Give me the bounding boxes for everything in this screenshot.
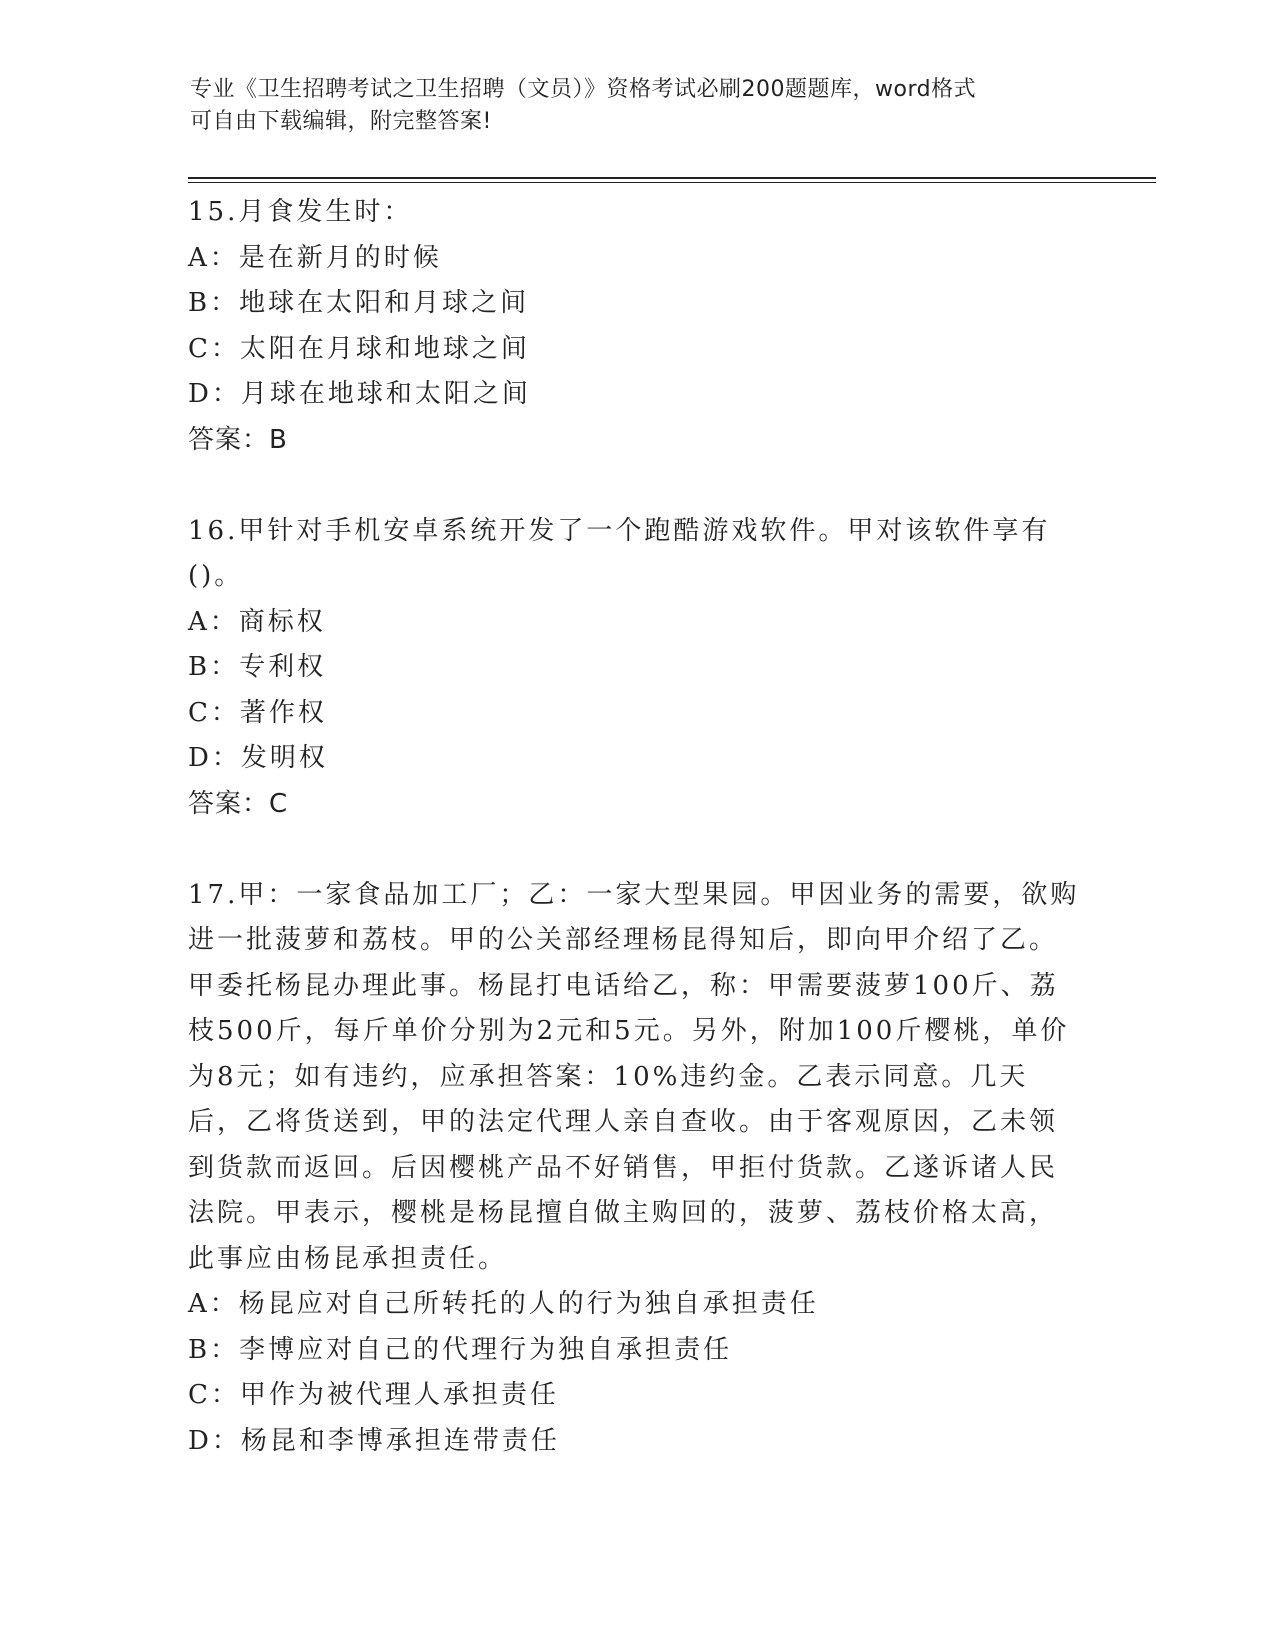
option-c: C：甲作为被代理人承担责任 bbox=[188, 1380, 559, 1410]
question-list bbox=[188, 190, 1083, 1510]
option-d: D：发明权 bbox=[188, 743, 328, 773]
option-a: A：商标权 bbox=[188, 606, 326, 637]
option-a: A：杨昆应对自己所转托的人的行为独自承担责任 bbox=[188, 1289, 819, 1319]
answer: 答案：C bbox=[188, 788, 289, 819]
option-c: C：著作权 bbox=[188, 697, 327, 728]
question-text: 15.月食发生时： bbox=[188, 197, 413, 227]
option-d: D：月球在地球和太阳之间 bbox=[188, 379, 531, 409]
option-d: D：杨昆和李博承担连带责任 bbox=[188, 1425, 560, 1456]
answer: 答案：B bbox=[188, 424, 288, 455]
option-b: B：专利权 bbox=[188, 652, 327, 682]
header-line-2: 可自由下载编辑，附完整答案! bbox=[190, 109, 492, 134]
option-b: B：李博应对自己的代理行为独自承担责任 bbox=[188, 1334, 733, 1365]
question-15 bbox=[188, 190, 1083, 463]
header-rule-thin bbox=[188, 182, 1156, 183]
question-16 bbox=[188, 509, 1083, 828]
option-c: C：太阳在月球和地球之间 bbox=[188, 333, 530, 364]
header-line-1: 专业《卫生招聘考试之卫生招聘（文员）》资格考试必刷200题题库，word格式 bbox=[190, 77, 977, 102]
question-17 bbox=[188, 873, 1083, 1465]
option-b: B：地球在太阳和月球之间 bbox=[188, 288, 530, 318]
question-text: 17.甲：一家食品加工厂；乙：一家大型果园。甲因业务的需要，欲购进一批菠萝和荔枝。甲的公关部经理杨昆得知后，即向甲介绍了乙。甲委托杨昆办理此事。杨昆打电话给乙，称：甲需要菠萝100斤、荔枝500斤，每斤单价分别为2元和5元。另外，附加100斤樱桃，单价为8元；如有违约，应承担答案：10%违约金。乙表示同意。几天后，乙将货送到，甲的法定代理人亲自查收。由于客观原因，乙未领到货款而返回。后因樱桃产品不好销售，甲拒付货款。乙遂诉诸人民法院。甲表示，樱桃是杨昆擅自做主购回的，菠萝、荔枝价格太高，此事应由杨昆承担责任。 bbox=[188, 879, 1080, 1274]
header-rule-thick bbox=[188, 177, 1156, 179]
document-header bbox=[190, 74, 1070, 138]
option-a: A：是在新月的时候 bbox=[188, 242, 442, 273]
question-text: 16.甲针对手机安卓系统开发了一个跑酷游戏软件。甲对该软件享有()。 bbox=[188, 515, 1051, 591]
